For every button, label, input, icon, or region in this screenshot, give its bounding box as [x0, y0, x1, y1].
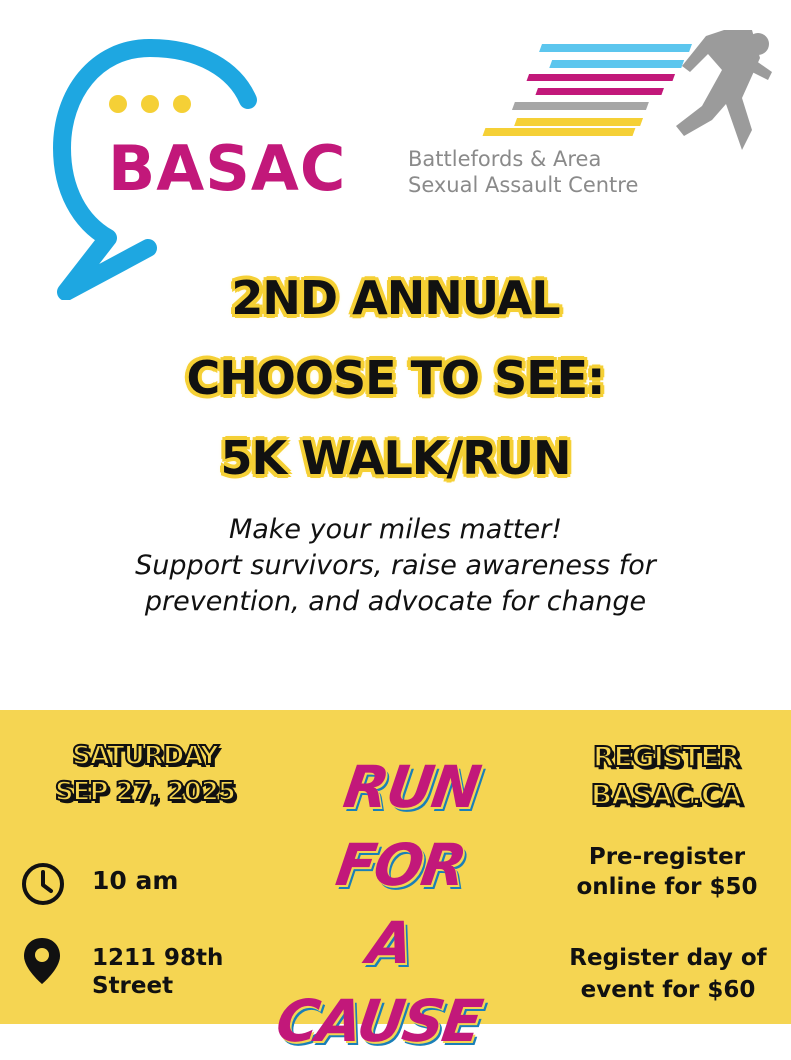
logo-subtitle: [408, 146, 638, 198]
register-heading: [566, 738, 766, 814]
headline-line1: 2ND ANNUAL: [231, 271, 560, 325]
headline-line2: CHOOSE TO SEE:: [186, 351, 605, 405]
tagline-line1: Make your miles matter!: [228, 514, 563, 545]
register-website[interactable]: BASAC.CA: [590, 778, 742, 811]
tagline-line3: prevention, and advocate for change: [144, 586, 647, 617]
slogan-line2: FOR: [331, 831, 470, 899]
speed-lines-icon: [483, 44, 692, 136]
event-date-text: SEP 27, 2025: [54, 777, 236, 807]
event-time: 10 am: [92, 866, 179, 895]
event-date: [30, 738, 260, 810]
logo-subtitle-line1: Battlefords & Area: [408, 147, 602, 171]
slogan-line1: RUN: [339, 753, 484, 821]
event-address: [92, 944, 252, 1000]
address-line2: Street: [92, 973, 174, 999]
clock-icon: [20, 861, 66, 907]
tagline: [60, 512, 731, 620]
slogan-line3: A CAUSE: [272, 909, 486, 1055]
event-headline: [0, 258, 791, 498]
logo-name: BASAC: [108, 132, 347, 205]
address-line1: 1211 98th: [92, 945, 224, 971]
headline-line3: 5K WALK/RUN: [220, 431, 571, 485]
location-pin-icon: [22, 936, 62, 986]
pre-register-line2: online for $50: [576, 874, 758, 900]
logo-subtitle-line2: Sexual Assault Centre: [408, 173, 639, 197]
register-label: REGISTER: [592, 740, 740, 773]
tagline-line2: Support survivors, raise awareness for: [135, 550, 656, 581]
day-register-line1: Register day of: [569, 945, 767, 971]
pre-register-line1: Pre-register: [588, 844, 746, 870]
pre-register-info: [560, 842, 774, 902]
day-register-line2: event for $60: [580, 977, 756, 1003]
slogan: [243, 748, 547, 1060]
event-day: SATURDAY: [72, 741, 218, 771]
day-of-register-info: [556, 942, 780, 1006]
